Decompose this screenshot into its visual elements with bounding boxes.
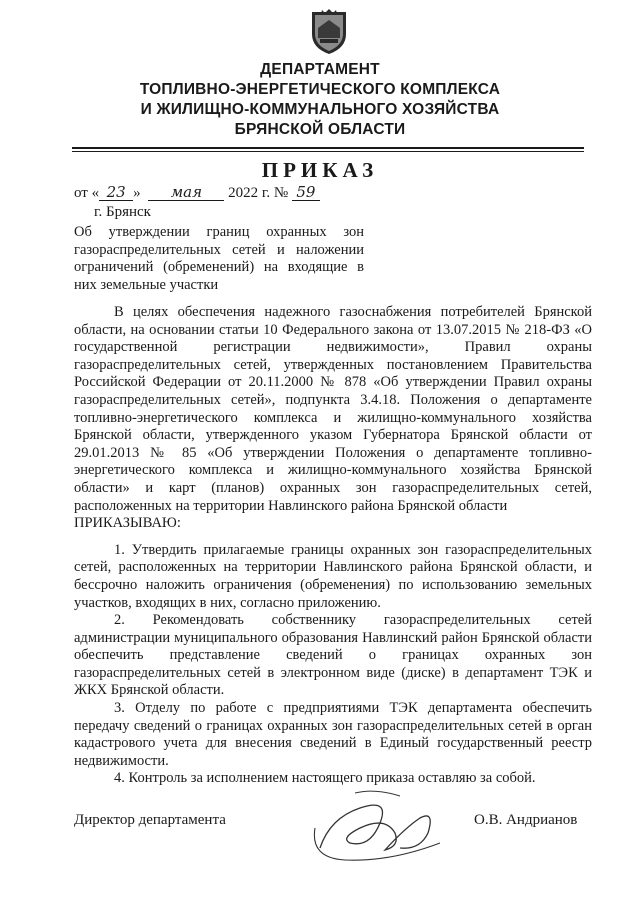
date-close-quote: »	[133, 185, 141, 201]
header-divider-thin	[72, 151, 584, 152]
date-year: 2022 г.	[228, 185, 271, 201]
order-number: 59	[292, 184, 320, 201]
order-body	[74, 304, 592, 788]
header-divider-thick	[72, 147, 584, 149]
department-title-line-4: БРЯНСКОЙ ОБЛАСТИ	[234, 121, 406, 138]
signatory-name: О.В. Андрианов	[474, 812, 578, 828]
date-prefix: от	[74, 185, 92, 201]
signatory-position: Директор департамента	[74, 812, 226, 828]
date-month: мая	[148, 184, 224, 201]
preamble-paragraph: В целях обеспечения надежного газоснабжения потребителей Брянской области, на основании статьи 10 Федерального закона от 13.07.2015 № 218-ФЗ «О государственной регистрации недвижимости», Правил охраны газораспределительных сетей, утвержденных постановлением Правительства Российской Федерации от 20.11.2000 № 878 «Об утверждении Правил охраны газораспределительных сетей», подпункта 3.4.18. Положения о департаменте топливно-энергетического комплекса и жилищно-коммунального хозяйства Брянской области, утвержденного указом Губернатора Брянской области от 29.01.2013 № 85 «Об утверждении Положения о департаменте топливно-энергетического комплекса и жилищно-коммунального хозяйства Брянской области» и карт (планов) охранных зон газораспределительных сетей, расположенных на территории Навлинского района Брянской области	[74, 304, 592, 514]
date-day: 23	[99, 184, 133, 201]
date-line	[74, 184, 320, 202]
order-item-4: 4. Контроль за исполнением настоящего приказа оставляю за собой.	[114, 770, 536, 787]
order-item-2: 2. Рекомендовать собственнику газораспределительных сетей администрации муниципального образования Навлинский район Брянской области обеспечить представление сведений о границах охранных зон газораспределительных сетей в электронном виде (диске) в департамент ТЭК и ЖКХ Брянской области.	[74, 612, 592, 699]
order-subject: Об утверждении границ охранных зон газораспределительных сетей и наложении ограничений (обременений) на входящие в них земельные участки	[74, 224, 364, 293]
city: г. Брянск	[94, 204, 151, 220]
department-title-line-2: ТОПЛИВНО-ЭНЕРГЕТИЧЕСКОГО КОМПЛЕКСА	[139, 81, 501, 98]
handwritten-signature	[300, 788, 450, 864]
date-open-quote: «	[91, 185, 100, 201]
order-item-3: 3. Отделу по работе с предприятиями ТЭК департамента обеспечить передачу сведений о границах охранных зон газораспределительных сетей в орган кадастрового учета для внесения сведений в Единый государственный реестр недвижимости.	[74, 700, 592, 769]
order-item-1: 1. Утвердить прилагаемые границы охранных зон газораспределительных сетей, расположенных на территории Навлинского района Брянской области, и бессрочно наложить ограничения (обременения) по использованию земельных участков, входящих в них, согласно приложению.	[74, 541, 592, 611]
document-type-title: ПРИКАЗ	[261, 158, 379, 182]
coat-of-arms-emblem	[306, 8, 352, 56]
order-number-label: №	[273, 185, 292, 201]
order-directive: ПРИКАЗЫВАЮ:	[74, 515, 181, 532]
department-title-line-1: ДЕПАРТАМЕНТ	[260, 61, 380, 78]
department-title-line-3: И ЖИЛИЩНО-КОММУНАЛЬНОГО ХОЗЯЙСТВА	[140, 101, 500, 118]
